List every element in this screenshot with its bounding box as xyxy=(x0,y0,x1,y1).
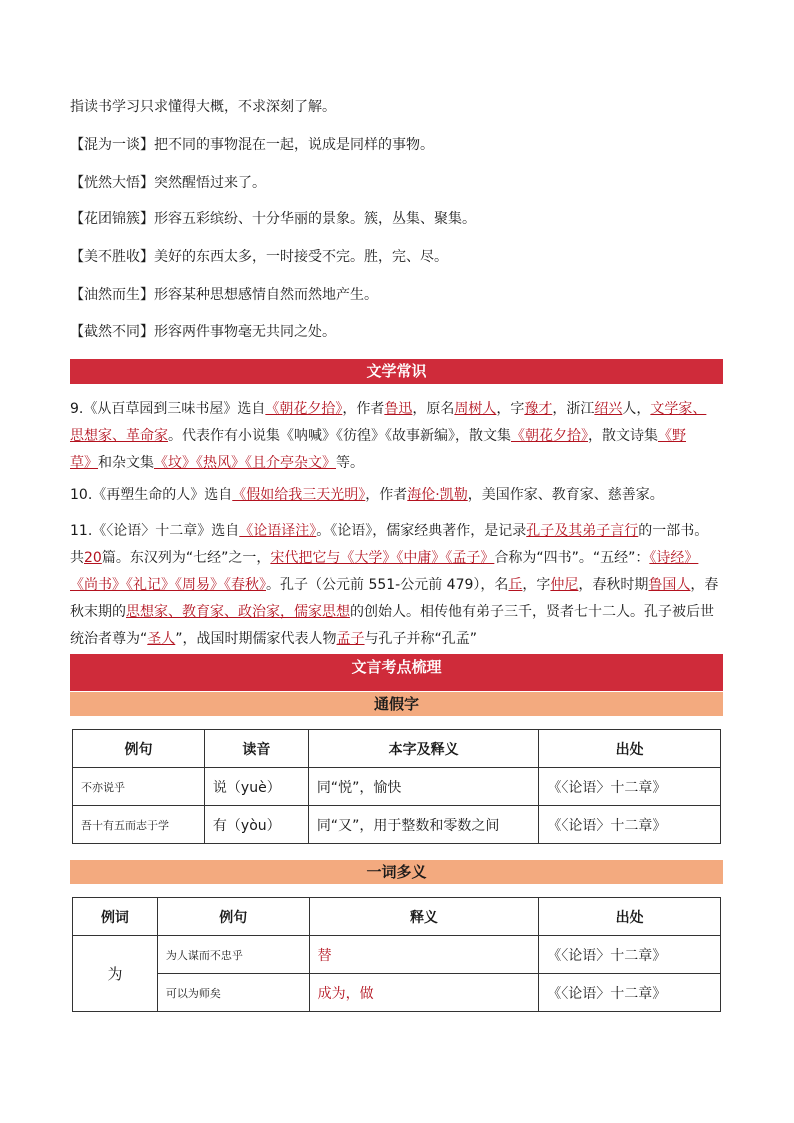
column-header: 出处 xyxy=(539,730,721,768)
text-line xyxy=(70,423,730,450)
idiom-definition: 形容某种思想感情自然而然地产生。 xyxy=(154,287,378,303)
section-header-classical: 文言考点梳理 xyxy=(70,654,723,691)
text: ，作者 xyxy=(365,487,408,503)
annotation: 豫才 xyxy=(524,401,553,417)
column-header: 出处 xyxy=(539,898,721,936)
text: 。代表作有小说集《呐喊》《彷徨》《故事新编》，散文集 xyxy=(168,428,511,444)
table-cell: 为人谋而不忠乎 xyxy=(157,936,309,974)
text: ，春 xyxy=(690,577,719,593)
idiom-entry xyxy=(70,321,336,341)
text: ，字 xyxy=(496,401,525,417)
idiom-definition: 把不同的事物混在一起，说成是同样的事物。 xyxy=(154,137,434,153)
annotation: 周树人 xyxy=(454,401,497,417)
annotation: 《论语译注》 xyxy=(239,523,317,539)
literature-item-10 xyxy=(70,482,730,509)
column-header: 释义 xyxy=(309,898,539,936)
section-header-literature: 文学常识 xyxy=(70,359,723,384)
text: 统治者尊为“ xyxy=(70,631,148,647)
idiom-definition: 突然醒悟过来了。 xyxy=(154,175,266,191)
column-header: 例词 xyxy=(73,898,158,936)
text-line xyxy=(70,450,730,477)
text-line xyxy=(70,572,730,599)
text: 人， xyxy=(622,401,651,417)
annotation: 丘 xyxy=(508,577,523,593)
table-row xyxy=(73,936,721,974)
text: 9.《从百草园到三味书屋》选自 xyxy=(70,401,266,417)
table-row xyxy=(73,974,721,1012)
table-cell: 可以为师矣 xyxy=(157,974,309,1012)
annotation: 《坟》《热风》《且介亭杂文》 xyxy=(154,455,336,471)
text: 共 xyxy=(70,550,84,566)
text-line xyxy=(70,545,730,572)
table-cell: 替 xyxy=(309,936,539,974)
idiom-entry xyxy=(70,284,378,304)
text: 与孔子并称“孔孟” xyxy=(364,631,478,647)
tongjia-table xyxy=(72,729,721,844)
subsection-header-tongjia: 通假字 xyxy=(70,692,723,716)
text: 秋末期的 xyxy=(70,604,126,620)
table-cell-word: 为 xyxy=(73,936,158,1012)
table-cell: 《〈论语〉十二章》 xyxy=(539,974,721,1012)
text: ，散文诗集 xyxy=(588,428,658,444)
idiom-definition: 美好的东西太多，一时接受不完。胜，完、尽。 xyxy=(154,249,448,265)
table-cell: 成为，做 xyxy=(309,974,539,1012)
text: ，春秋时期 xyxy=(578,577,649,593)
text-line xyxy=(70,396,730,423)
annotation: 《朝花夕拾》 xyxy=(265,401,343,417)
idiom-definition: 形容五彩缤纷、十分华丽的景象。簇，丛集、聚集。 xyxy=(154,211,476,227)
idiom-term: 【恍然大悟】 xyxy=(70,175,154,191)
column-header: 例句 xyxy=(73,730,205,768)
annotation: 文学家、 xyxy=(650,401,707,417)
idiom-entry xyxy=(70,134,434,154)
idiom-term: 【混为一谈】 xyxy=(70,137,154,153)
annotation: 鲁国人 xyxy=(648,577,691,593)
text-line xyxy=(70,626,730,653)
annotation: 海伦·凯勒 xyxy=(407,487,468,503)
idiom-entry xyxy=(70,246,448,266)
annotation: 《尚书》《礼记》《周易》《春秋》 xyxy=(70,577,266,593)
annotation: 思想家、教育家、政治家，儒家思想 xyxy=(126,604,350,620)
idiom-term: 【美不胜收】 xyxy=(70,249,154,265)
text: 。《论语》，儒家经典著作，是记录 xyxy=(316,523,527,539)
idiom-term: 【油然而生】 xyxy=(70,287,154,303)
text: ，作者 xyxy=(342,401,385,417)
text: 合称为“四书”。“五经”： xyxy=(494,550,650,566)
table-cell: 说（yuè） xyxy=(204,768,308,806)
text: 篇。东汉列为“七经”之一， xyxy=(101,550,271,566)
column-header: 例句 xyxy=(157,898,309,936)
table-header-row xyxy=(73,730,721,768)
annotation: 圣人 xyxy=(147,631,176,647)
annotation: 《诗经》 xyxy=(649,550,699,566)
annotation: 《假如给我三天光明》 xyxy=(232,487,366,503)
idiom-definition: 形容两件事物毫无共同之处。 xyxy=(154,324,336,340)
annotation: 《野 xyxy=(658,428,686,444)
annotation: 草》 xyxy=(70,455,98,471)
table-row xyxy=(73,806,721,844)
intro-line: 指读书学习只求懂得大概，不求深刻了解。 xyxy=(70,99,336,115)
text: 。孔子（公元前 551-公元前 479），名 xyxy=(266,577,509,593)
text: 和杂文集 xyxy=(98,455,154,471)
table-cell: 吾十有五而志于学 xyxy=(73,806,205,844)
text: ，浙江 xyxy=(552,401,595,417)
idiom-entry xyxy=(70,172,266,192)
text: ，美国作家、教育家、慈善家。 xyxy=(467,487,664,503)
table-cell: 《〈论语〉十二章》 xyxy=(539,768,721,806)
text: 的创始人。相传他有弟子三千，贤者七十二人。孔子被后世 xyxy=(350,604,714,620)
yiciduoyi-table xyxy=(72,897,721,1012)
annotation: 绍兴 xyxy=(594,401,623,417)
idiom-term: 【截然不同】 xyxy=(70,324,154,340)
subsection-header-yiciduoyi: 一词多义 xyxy=(70,860,723,884)
text: 等。 xyxy=(336,455,364,471)
text: 10.《再塑生命的人》选自 xyxy=(70,487,233,503)
idiom-term: 【花团锦簇】 xyxy=(70,211,154,227)
annotation: 孔子及其弟子言行 xyxy=(526,523,639,539)
annotation: 孟子 xyxy=(336,631,365,647)
text: ，原名 xyxy=(412,401,455,417)
column-header: 本字及释义 xyxy=(308,730,539,768)
table-cell: 同“悦”，愉快 xyxy=(308,768,539,806)
text: ”，战国时期儒家代表人物 xyxy=(175,631,337,647)
table-cell: 同“又”，用于整数和零数之间 xyxy=(308,806,539,844)
annotation: 鲁迅 xyxy=(384,401,413,417)
text: 的一部书。 xyxy=(638,523,709,539)
text-line xyxy=(70,482,730,509)
annotation: 仲尼 xyxy=(550,577,579,593)
text-line xyxy=(70,518,730,545)
annotation: 宋代把它与《大学》《中庸》《孟子》 xyxy=(270,550,495,566)
column-header: 读音 xyxy=(204,730,308,768)
idiom-entry xyxy=(70,208,476,228)
table-cell: 《〈论语〉十二章》 xyxy=(539,936,721,974)
literature-item-9 xyxy=(70,396,730,477)
annotation: 20 xyxy=(84,550,102,566)
annotation: 思想家、革命家 xyxy=(70,428,168,444)
text: 11.《〈论语〉十二章》选自 xyxy=(70,523,240,539)
annotation: 《朝花夕拾》 xyxy=(511,428,588,444)
table-cell: 《〈论语〉十二章》 xyxy=(539,806,721,844)
table-row xyxy=(73,768,721,806)
table-cell: 有（yòu） xyxy=(204,806,308,844)
table-header-row xyxy=(73,898,721,936)
text-line xyxy=(70,599,730,626)
text: ，字 xyxy=(522,577,551,593)
literature-item-11 xyxy=(70,518,730,653)
table-cell: 不亦说乎 xyxy=(73,768,205,806)
